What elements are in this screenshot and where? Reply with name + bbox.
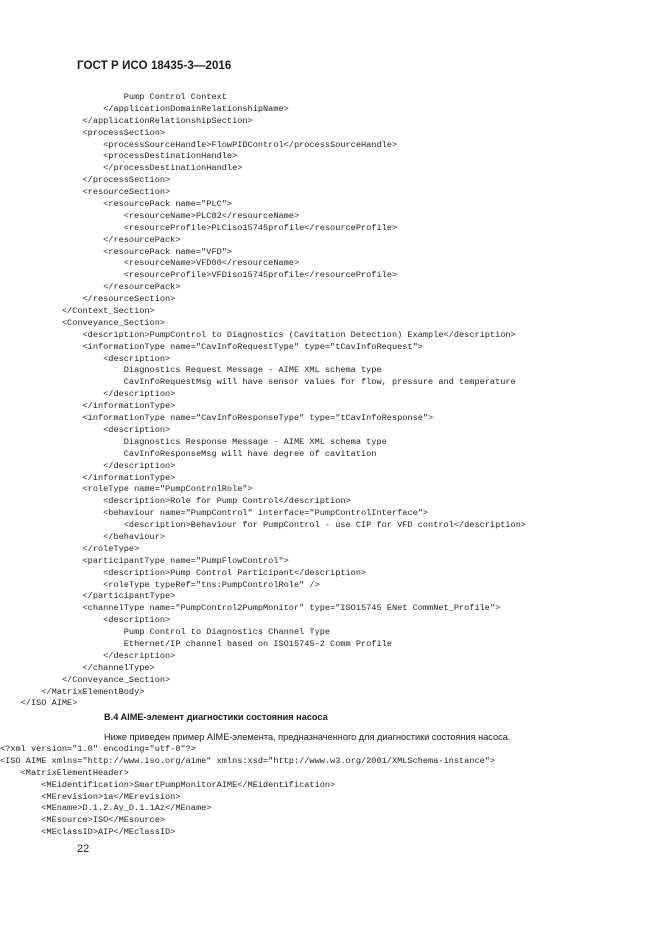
code-line: <MEidentification>SmartPumpMonitorAIME</MEidentification> bbox=[0, 779, 336, 790]
code-line: </description> bbox=[0, 460, 176, 471]
code-line: <processSourceHandle>FlowPIDControl</processSourceHandle> bbox=[0, 139, 398, 150]
code-line: </description> bbox=[0, 389, 176, 400]
code-line: <MEname>D.1.2.Ay_D.1.1Az</MEname> bbox=[0, 803, 212, 814]
code-line: </applicationRelationshipSection> bbox=[0, 115, 253, 126]
code-line: <description> bbox=[0, 615, 171, 626]
code-line: CavInfoResponseMsg will have degree of cavitation bbox=[0, 448, 377, 459]
section-title: B.4 AIME-элемент диагностики состояния насоса bbox=[104, 712, 328, 722]
code-line: <processDestinationHandle> bbox=[0, 151, 238, 162]
document-header: ГОСТ Р ИСО 18435-3—2016 bbox=[77, 60, 232, 72]
code-line: CavInfoRequestMsg will have sensor values for flow, pressure and temperature bbox=[0, 377, 516, 388]
code-line: </resourceSection> bbox=[0, 294, 176, 305]
code-line: Ethernet/IP channel based on ISO15745-2 Comm Profile bbox=[0, 638, 392, 649]
code-line: </behaviour> bbox=[0, 531, 166, 542]
code-line: Pump Control to Diagnostics Channel Type bbox=[0, 627, 331, 638]
code-line: </informationType> bbox=[0, 472, 176, 483]
code-line: <roleType typeRef="tns:PumpControlRole" /> bbox=[0, 579, 320, 590]
code-line: <?xml version="1.0" encoding="utf-8"?> bbox=[0, 744, 196, 754]
page-number: 22 bbox=[77, 843, 90, 855]
code-line: <resourceProfile>VFDiso15745profile</resourceProfile> bbox=[0, 270, 398, 281]
code-line: <description>PumpControl to Diagnostics (Cavitation Detection) Example</description> bbox=[0, 329, 516, 340]
code-line: <resourceName>VFD00</resourceName> bbox=[0, 258, 300, 269]
code-line: Diagnostics Response Message - AIME XML schema type bbox=[0, 436, 387, 447]
code-line: <description> bbox=[0, 353, 171, 364]
code-line: </MatrixElementBody> bbox=[0, 686, 145, 697]
xml-code-block-2 bbox=[0, 744, 661, 839]
code-line: <ISO AIME xmlns="http://www.iso.org/aime" xmlns:xsd="http://www.w3.org/2001/XMLSchema-instance"> bbox=[0, 755, 496, 766]
code-line: <behaviour name="PumpControl" interface="PumpControlInterface"> bbox=[0, 508, 429, 519]
code-line: </Conveyance_Section> bbox=[0, 674, 171, 685]
code-line: <MEclassID>AIP</MEclassID> bbox=[0, 827, 176, 838]
code-line: </informationType> bbox=[0, 401, 176, 412]
code-line: <MEsource>ISO</MEsource> bbox=[0, 815, 166, 826]
code-line: <MatrixElementHeader> bbox=[0, 767, 129, 778]
code-line: Pump Control Context bbox=[0, 92, 227, 102]
code-line: <description>Behaviour for PumpControl - use CIP for VFD control</description> bbox=[0, 520, 527, 531]
code-line: <informationType name="CavInfoResponseType" type="tCavInfoResponse"> bbox=[0, 413, 434, 424]
code-line: </participantType> bbox=[0, 591, 176, 602]
code-line: <resourcePack name="VFD"> bbox=[0, 246, 233, 257]
code-line: <description>Role for Pump Control</description> bbox=[0, 496, 351, 507]
code-line: </processSection> bbox=[0, 175, 171, 186]
code-line: </description> bbox=[0, 650, 176, 661]
code-line: Diagnostics Request Message - AIME XML schema type bbox=[0, 365, 382, 376]
code-line: <roleType name="PumpControlRole"> bbox=[0, 484, 253, 495]
code-line: <MErevision>1a</MErevision> bbox=[0, 791, 181, 802]
code-line: </resourcePack> bbox=[0, 234, 181, 245]
code-line: <resourceProfile>PLCiso15745profile</resourceProfile> bbox=[0, 222, 398, 233]
code-line: <Conveyance_Section> bbox=[0, 317, 166, 328]
code-line: <resourceSection> bbox=[0, 187, 171, 198]
code-line: <channelType name="PumpControl2PumpMonitor" type="ISO15745 ENet CommNet_Profile"> bbox=[0, 603, 501, 614]
code-line: </Context_Section> bbox=[0, 306, 155, 317]
code-line: </ISO AIME> bbox=[0, 698, 78, 709]
code-line: <participantType name="PumpFlowControl"> bbox=[0, 555, 289, 566]
xml-code-block-1 bbox=[0, 92, 661, 710]
code-line: </channelType> bbox=[0, 662, 155, 673]
code-line: <description> bbox=[0, 424, 171, 435]
code-line: <processSection> bbox=[0, 127, 166, 138]
code-line: <resourceName>PLC02</resourceName> bbox=[0, 210, 300, 221]
code-line: </resourcePack> bbox=[0, 282, 181, 293]
code-line: <informationType name="CavInfoRequestType" type="tCavInfoRequest"> bbox=[0, 341, 423, 352]
code-line: </applicationDomainRelationshipName> bbox=[0, 103, 289, 114]
section-intro-text: Ниже приведен пример AIME-элемента, предназначенного для диагностики состояния насоса. bbox=[104, 732, 511, 742]
code-line: </roleType> bbox=[0, 543, 140, 554]
code-line: </processDestinationHandle> bbox=[0, 163, 243, 174]
code-line: <resourcePack name="PLC"> bbox=[0, 199, 233, 210]
code-line: <description>Pump Control Participant</description> bbox=[0, 567, 367, 578]
